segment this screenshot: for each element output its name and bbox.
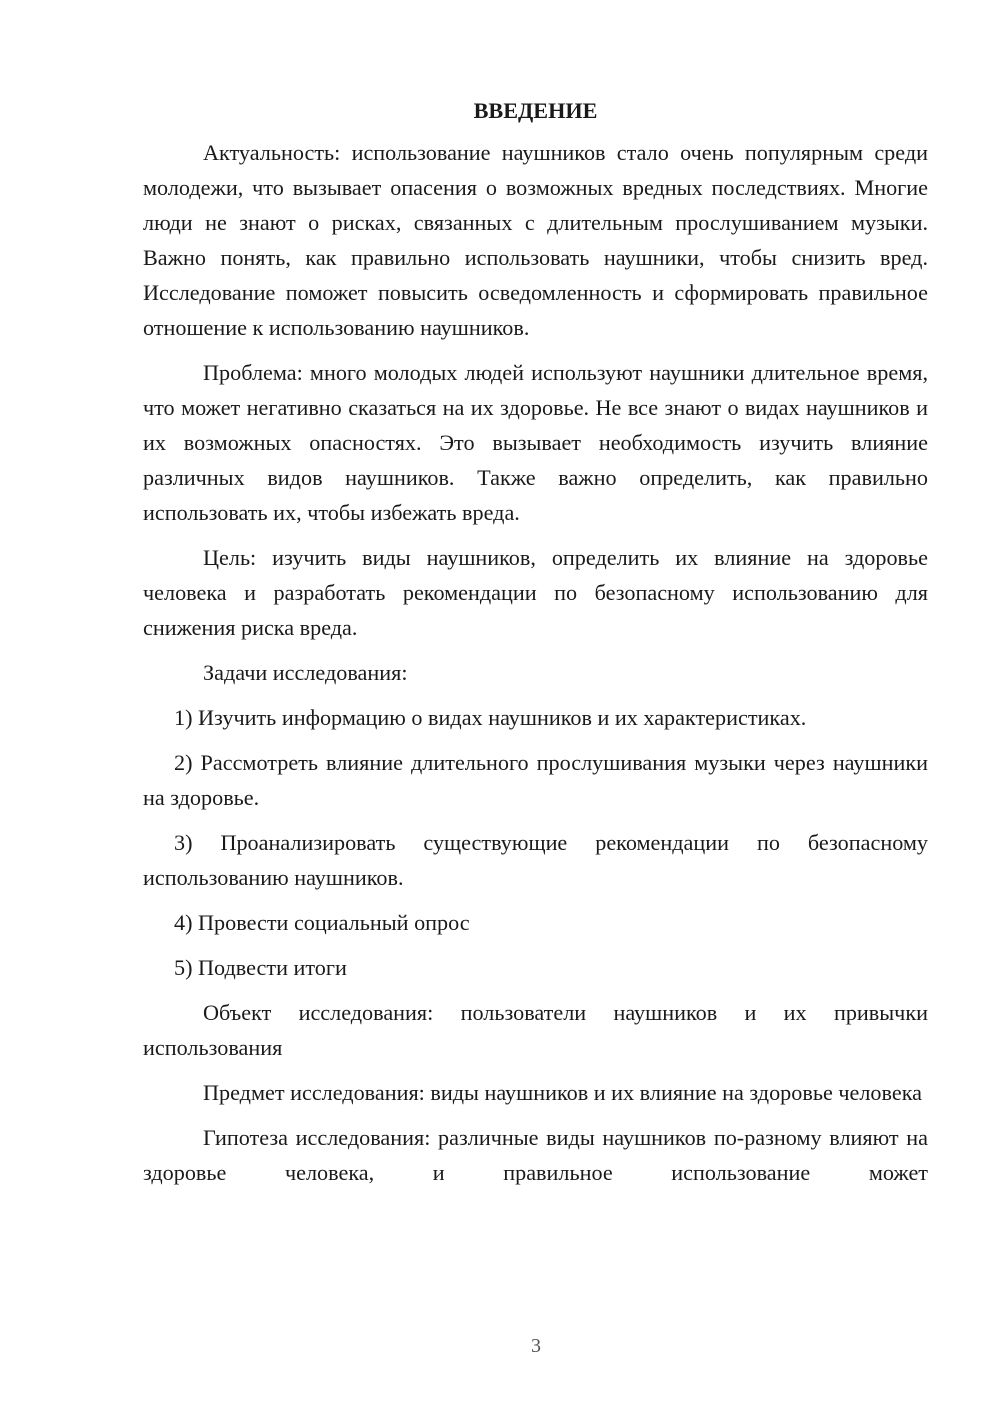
hypothesis-paragraph: Гипотеза исследования: различные виды наушников по-разному влияют на здоровье человека, и правильное использование может	[143, 1125, 928, 1185]
section-title: ВВЕДЕНИЕ	[473, 98, 598, 123]
task-item-1: 1) Изучить информацию о видах наушников и их характеристиках.	[174, 705, 807, 730]
problem-paragraph: Проблема: много молодых людей используют наушники длительное время, что может негативно сказаться на их здоровье. Не все знают о видах наушников и их возможных опасностях. Это вызывает необходимость изучить влияние различных видов наушников. Также важно определить, как правильно использовать их, чтобы избежать вреда.	[143, 360, 928, 525]
task-item-2: 2) Рассмотреть влияние длительного прослушивания музыки через наушники на здоровье.	[143, 750, 928, 810]
goal-paragraph: Цель: изучить виды наушников, определить их влияние на здоровье человека и разработать рекомендации по безопасному использованию для снижения риска вреда.	[143, 545, 928, 640]
document-page	[143, 93, 928, 1200]
relevance-paragraph: Актуальность: использование наушников стало очень популярным среди молодежи, что вызывает опасения о возможных вредных последствиях. Многие люди не знают о рисках, связанных с длительным прослушиванием музыки. Важно понять, как правильно использовать наушники, чтобы снизить вред. Исследование поможет повысить осведомленность и сформировать правильное отношение к использованию наушников.	[143, 140, 928, 340]
subject-paragraph: Предмет исследования: виды наушников и их влияние на здоровье человека	[203, 1080, 923, 1105]
task-item-4: 4) Провести социальный опрос	[174, 910, 470, 935]
page-number: 3	[531, 1335, 541, 1357]
task-item-5: 5) Подвести итоги	[174, 955, 347, 980]
object-paragraph: Объект исследования: пользователи наушников и их привычки использования	[143, 1000, 928, 1060]
task-item-3: 3) Проанализировать существующие рекомендации по безопасному использованию наушников.	[143, 830, 928, 890]
tasks-heading: Задачи исследования:	[203, 660, 408, 685]
